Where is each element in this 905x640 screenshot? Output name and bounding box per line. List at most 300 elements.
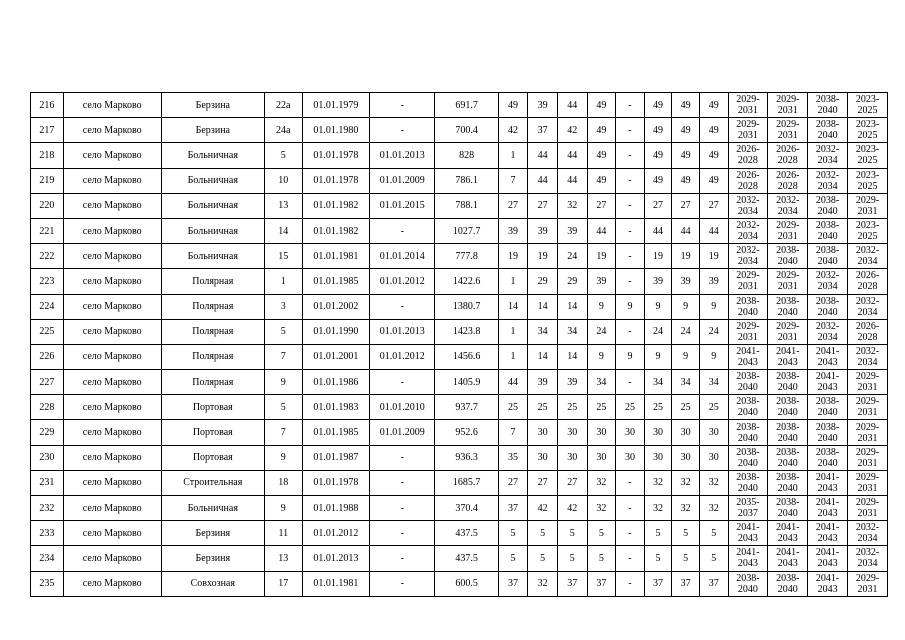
period-end: 2040: [777, 508, 798, 520]
wear-col-3: 30: [557, 445, 587, 470]
repair-period-4: [848, 193, 888, 218]
period-end: 2043: [737, 356, 758, 368]
house-number-cell: 14: [264, 218, 302, 243]
repair-period-4: [848, 319, 888, 344]
period-end: 2034: [817, 331, 838, 343]
period-start: 2041-: [815, 522, 840, 534]
repair-period-4: [848, 269, 888, 294]
wear-col-3: 5: [557, 546, 587, 571]
settlement-cell: село Марково: [63, 370, 161, 395]
period-start: 2029-: [736, 94, 760, 106]
repair-period-2: [768, 269, 808, 294]
wear-col-1: 1: [498, 319, 528, 344]
period-end: 2040: [737, 407, 758, 419]
period-start: 2041-: [815, 497, 840, 509]
wear-col-1: 27: [498, 193, 528, 218]
repair-period-4: [848, 370, 888, 395]
settlement-cell: село Марково: [63, 244, 161, 269]
wear-col-8: 19: [699, 244, 728, 269]
period-start: 2038-: [815, 245, 840, 257]
period-start: 2029-: [855, 194, 880, 206]
repair-period-4: [848, 244, 888, 269]
repair-date-cell: 01.01.2013: [370, 319, 435, 344]
repair-period-2: [768, 521, 808, 546]
wear-col-7: 49: [672, 93, 700, 118]
repair-date-cell: 01.01.2014: [370, 244, 435, 269]
area-cell: 828: [435, 143, 498, 168]
period-end: 2040: [737, 457, 758, 469]
wear-col-5: 9: [616, 294, 645, 319]
period-end: 2028: [857, 331, 878, 343]
period-start: 2029-: [776, 119, 800, 131]
period-end: 2043: [817, 482, 838, 494]
wear-col-8: 44: [699, 218, 728, 243]
house-number-cell: 24а: [264, 118, 302, 143]
wear-col-3: 42: [557, 496, 587, 521]
period-end: 2040: [817, 130, 838, 142]
settlement-cell: село Марково: [63, 521, 161, 546]
period-end: 2040: [777, 482, 798, 494]
period-end: 2034: [857, 356, 878, 368]
wear-col-6: 30: [644, 420, 672, 445]
repair-period-4: [848, 143, 888, 168]
period-end: 2040: [817, 205, 838, 217]
house-number-cell: 7: [264, 420, 302, 445]
period-end: 2040: [737, 382, 758, 394]
repair-period-3: [808, 269, 848, 294]
repair-period-3: [808, 143, 848, 168]
wear-col-8: 5: [699, 521, 728, 546]
repair-date-cell: 01.01.2010: [370, 395, 435, 420]
period-start: 2038-: [776, 572, 800, 584]
wear-col-2: 39: [528, 370, 558, 395]
wear-col-7: 19: [672, 244, 700, 269]
repair-period-1: [728, 118, 768, 143]
wear-col-5: -: [616, 193, 645, 218]
repair-date-cell: -: [370, 118, 435, 143]
repair-date-cell: -: [370, 93, 435, 118]
period-end: 2031: [777, 331, 798, 343]
repair-period-3: [808, 420, 848, 445]
period-end: 2031: [857, 205, 878, 217]
period-end: 2040: [777, 457, 798, 469]
period-start: 2038-: [815, 421, 840, 433]
repair-period-1: [728, 571, 768, 596]
wear-col-4: 25: [587, 395, 616, 420]
wear-col-6: 39: [644, 269, 672, 294]
wear-col-4: 27: [587, 193, 616, 218]
wear-col-3: 29: [557, 269, 587, 294]
repair-date-cell: 01.01.2015: [370, 193, 435, 218]
settlement-cell: село Марково: [63, 269, 161, 294]
table-row: [31, 521, 888, 546]
wear-col-4: 39: [587, 269, 616, 294]
repair-date-cell: 01.01.2009: [370, 168, 435, 193]
wear-col-5: -: [616, 496, 645, 521]
period-start: 2041-: [815, 471, 840, 483]
commission-date-cell: 01.01.1978: [302, 168, 369, 193]
repair-period-4: [848, 445, 888, 470]
period-start: 2029-: [855, 396, 880, 408]
repair-period-1: [728, 218, 768, 243]
period-end: 2034: [777, 205, 798, 217]
area-cell: 437.5: [435, 521, 498, 546]
period-end: 2031: [777, 231, 798, 243]
period-end: 2040: [777, 583, 798, 595]
wear-col-5: -: [616, 244, 645, 269]
period-start: 2032-: [736, 194, 760, 206]
area-cell: 788.1: [435, 193, 498, 218]
repair-period-4: [848, 344, 888, 369]
commission-date-cell: 01.01.1983: [302, 395, 369, 420]
house-number-cell: 13: [264, 546, 302, 571]
wear-col-5: -: [616, 521, 645, 546]
repair-period-2: [768, 370, 808, 395]
wear-col-4: 49: [587, 118, 616, 143]
period-start: 2029-: [855, 572, 880, 584]
repair-period-1: [728, 395, 768, 420]
period-end: 2031: [737, 281, 758, 293]
repair-period-1: [728, 319, 768, 344]
wear-col-2: 19: [528, 244, 558, 269]
wear-col-2: 34: [528, 319, 558, 344]
period-start: 2032-: [855, 522, 880, 534]
repair-period-1: [728, 193, 768, 218]
period-end: 2028: [777, 180, 798, 192]
wear-col-3: 24: [557, 244, 587, 269]
period-end: 2040: [817, 306, 838, 318]
period-end: 2040: [817, 407, 838, 419]
commission-date-cell: 01.01.1982: [302, 218, 369, 243]
area-cell: 600.5: [435, 571, 498, 596]
area-cell: 1380.7: [435, 294, 498, 319]
wear-col-2: 30: [528, 445, 558, 470]
house-number-cell: 13: [264, 193, 302, 218]
period-end: 2043: [817, 356, 838, 368]
period-end: 2031: [857, 508, 878, 520]
period-end: 2040: [817, 432, 838, 444]
repair-period-3: [808, 93, 848, 118]
period-start: 2041-: [815, 371, 840, 383]
wear-col-2: 42: [528, 496, 558, 521]
settlement-cell: село Марково: [63, 319, 161, 344]
house-number-cell: 15: [264, 244, 302, 269]
wear-col-8: 49: [699, 93, 728, 118]
wear-col-8: 49: [699, 143, 728, 168]
commission-date-cell: 01.01.2013: [302, 546, 369, 571]
wear-col-6: 32: [644, 470, 672, 495]
wear-col-8: 32: [699, 470, 728, 495]
wear-col-5: -: [616, 143, 645, 168]
table-row: [31, 571, 888, 596]
repair-period-1: [728, 269, 768, 294]
wear-col-5: -: [616, 546, 645, 571]
repair-date-cell: -: [370, 294, 435, 319]
commission-date-cell: 01.01.2002: [302, 294, 369, 319]
wear-col-2: 27: [528, 193, 558, 218]
period-start: 2041-: [776, 547, 800, 559]
period-end: 2025: [857, 130, 878, 142]
wear-col-6: 9: [644, 344, 672, 369]
period-end: 2034: [857, 558, 878, 570]
wear-col-7: 5: [672, 521, 700, 546]
street-cell: Больничная: [161, 143, 264, 168]
table-row: [31, 395, 888, 420]
street-cell: Портовая: [161, 395, 264, 420]
wear-col-5: -: [616, 571, 645, 596]
house-number-cell: 10: [264, 168, 302, 193]
period-start: 2038-: [736, 471, 760, 483]
row-number: 219: [31, 168, 64, 193]
wear-col-5: -: [616, 370, 645, 395]
period-start: 2029-: [855, 446, 880, 458]
wear-col-3: 32: [557, 193, 587, 218]
street-cell: Больничная: [161, 244, 264, 269]
wear-col-5: -: [616, 319, 645, 344]
wear-col-4: 5: [587, 546, 616, 571]
wear-col-3: 27: [557, 470, 587, 495]
repair-period-3: [808, 571, 848, 596]
repair-period-2: [768, 546, 808, 571]
row-number: 227: [31, 370, 64, 395]
row-number: 221: [31, 218, 64, 243]
period-end: 2043: [777, 533, 798, 545]
period-end: 2040: [737, 306, 758, 318]
period-start: 2041-: [736, 522, 760, 534]
house-number-cell: 3: [264, 294, 302, 319]
period-start: 2032-: [776, 194, 800, 206]
period-start: 2023-: [855, 94, 880, 106]
commission-date-cell: 01.01.1987: [302, 445, 369, 470]
wear-col-8: 32: [699, 496, 728, 521]
period-end: 2034: [737, 205, 758, 217]
area-cell: 700.4: [435, 118, 498, 143]
wear-col-6: 44: [644, 218, 672, 243]
commission-date-cell: 01.01.1985: [302, 420, 369, 445]
wear-col-5: 30: [616, 420, 645, 445]
period-end: 2028: [737, 180, 758, 192]
period-start: 2041-: [815, 572, 840, 584]
wear-col-6: 24: [644, 319, 672, 344]
period-start: 2038-: [776, 295, 800, 307]
house-number-cell: 17: [264, 571, 302, 596]
area-cell: 786.1: [435, 168, 498, 193]
commission-date-cell: 01.01.1979: [302, 93, 369, 118]
wear-col-1: 1: [498, 344, 528, 369]
wear-col-3: 44: [557, 143, 587, 168]
table-body: [31, 93, 888, 597]
table-row: [31, 370, 888, 395]
wear-col-4: 32: [587, 496, 616, 521]
repair-period-1: [728, 370, 768, 395]
repair-period-4: [848, 118, 888, 143]
period-start: 2041-: [736, 547, 760, 559]
repair-period-2: [768, 445, 808, 470]
repair-period-1: [728, 420, 768, 445]
wear-col-3: 39: [557, 218, 587, 243]
wear-col-7: 37: [672, 571, 700, 596]
repair-period-2: [768, 93, 808, 118]
period-end: 2025: [857, 155, 878, 167]
repair-period-1: [728, 521, 768, 546]
repair-period-2: [768, 319, 808, 344]
table-row: [31, 193, 888, 218]
period-end: 2040: [817, 457, 838, 469]
wear-col-3: 30: [557, 420, 587, 445]
wear-col-7: 49: [672, 118, 700, 143]
period-start: 2029-: [855, 421, 880, 433]
period-end: 2028: [857, 281, 878, 293]
period-start: 2029-: [776, 220, 800, 232]
period-end: 2031: [777, 105, 798, 117]
period-start: 2038-: [776, 446, 800, 458]
period-end: 2043: [817, 508, 838, 520]
table-row: [31, 445, 888, 470]
period-end: 2043: [817, 382, 838, 394]
area-cell: 1685.7: [435, 470, 498, 495]
period-start: 2032-: [815, 169, 840, 181]
commission-date-cell: 01.01.1981: [302, 571, 369, 596]
settlement-cell: село Марково: [63, 294, 161, 319]
row-number: 222: [31, 244, 64, 269]
repair-period-3: [808, 370, 848, 395]
period-start: 2023-: [855, 169, 880, 181]
row-number: 235: [31, 571, 64, 596]
repair-period-3: [808, 521, 848, 546]
period-end: 2031: [737, 105, 758, 117]
period-start: 2029-: [736, 320, 760, 332]
wear-col-7: 44: [672, 218, 700, 243]
repair-period-2: [768, 218, 808, 243]
wear-col-6: 30: [644, 445, 672, 470]
wear-col-2: 5: [528, 521, 558, 546]
wear-col-8: 5: [699, 546, 728, 571]
period-end: 2031: [857, 382, 878, 394]
wear-col-8: 49: [699, 168, 728, 193]
repair-period-4: [848, 294, 888, 319]
street-cell: Больничная: [161, 168, 264, 193]
table-row: [31, 470, 888, 495]
wear-col-4: 30: [587, 445, 616, 470]
repair-period-2: [768, 420, 808, 445]
commission-date-cell: 01.01.2012: [302, 521, 369, 546]
repair-date-cell: -: [370, 470, 435, 495]
wear-col-1: 39: [498, 218, 528, 243]
period-end: 2043: [817, 558, 838, 570]
commission-date-cell: 01.01.1982: [302, 193, 369, 218]
house-number-cell: 7: [264, 344, 302, 369]
wear-col-2: 32: [528, 571, 558, 596]
area-cell: 936.3: [435, 445, 498, 470]
wear-col-7: 27: [672, 193, 700, 218]
period-end: 2031: [777, 281, 798, 293]
wear-col-1: 1: [498, 269, 528, 294]
period-start: 2026-: [776, 144, 800, 156]
period-end: 2034: [737, 231, 758, 243]
house-number-cell: 9: [264, 445, 302, 470]
repair-period-2: [768, 344, 808, 369]
wear-col-1: 27: [498, 470, 528, 495]
wear-col-1: 5: [498, 521, 528, 546]
wear-col-3: 39: [557, 370, 587, 395]
period-end: 2034: [817, 180, 838, 192]
wear-col-6: 49: [644, 93, 672, 118]
period-end: 2040: [777, 382, 798, 394]
wear-col-2: 14: [528, 344, 558, 369]
table-row: [31, 93, 888, 118]
repair-date-cell: -: [370, 445, 435, 470]
wear-col-1: 7: [498, 420, 528, 445]
table-row: [31, 344, 888, 369]
street-cell: Полярная: [161, 344, 264, 369]
repair-period-1: [728, 93, 768, 118]
period-end: 2034: [857, 306, 878, 318]
wear-col-4: 37: [587, 571, 616, 596]
street-cell: Полярная: [161, 294, 264, 319]
period-end: 2040: [817, 105, 838, 117]
period-start: 2038-: [736, 371, 760, 383]
wear-col-7: 24: [672, 319, 700, 344]
wear-col-5: 30: [616, 445, 645, 470]
period-end: 2043: [777, 558, 798, 570]
wear-col-2: 39: [528, 93, 558, 118]
wear-col-1: 25: [498, 395, 528, 420]
repair-period-3: [808, 319, 848, 344]
repair-period-4: [848, 496, 888, 521]
period-start: 2023-: [855, 220, 880, 232]
wear-col-2: 44: [528, 168, 558, 193]
repair-period-2: [768, 244, 808, 269]
street-cell: Полярная: [161, 370, 264, 395]
table-row: [31, 244, 888, 269]
row-number: 220: [31, 193, 64, 218]
repair-period-3: [808, 118, 848, 143]
period-start: 2029-: [736, 119, 760, 131]
period-start: 2041-: [815, 547, 840, 559]
repair-period-3: [808, 470, 848, 495]
wear-col-7: 9: [672, 294, 700, 319]
period-start: 2041-: [776, 522, 800, 534]
wear-col-6: 49: [644, 168, 672, 193]
wear-col-5: -: [616, 168, 645, 193]
wear-col-7: 49: [672, 143, 700, 168]
period-end: 2034: [737, 256, 758, 268]
period-end: 2040: [817, 256, 838, 268]
period-start: 2038-: [776, 421, 800, 433]
wear-col-2: 29: [528, 269, 558, 294]
repair-date-cell: -: [370, 521, 435, 546]
row-number: 216: [31, 93, 64, 118]
period-start: 2038-: [815, 396, 840, 408]
period-start: 2032-: [855, 547, 880, 559]
wear-col-3: 14: [557, 344, 587, 369]
wear-col-4: 9: [587, 294, 616, 319]
period-start: 2023-: [855, 144, 880, 156]
period-start: 2038-: [736, 421, 760, 433]
period-end: 2043: [777, 356, 798, 368]
wear-col-5: -: [616, 93, 645, 118]
wear-col-8: 27: [699, 193, 728, 218]
wear-col-1: 35: [498, 445, 528, 470]
wear-col-6: 32: [644, 496, 672, 521]
period-start: 2023-: [855, 119, 880, 131]
wear-col-3: 25: [557, 395, 587, 420]
period-start: 2032-: [736, 220, 760, 232]
wear-col-2: 27: [528, 470, 558, 495]
repair-period-2: [768, 143, 808, 168]
period-start: 2038-: [776, 497, 800, 509]
settlement-cell: село Марково: [63, 168, 161, 193]
